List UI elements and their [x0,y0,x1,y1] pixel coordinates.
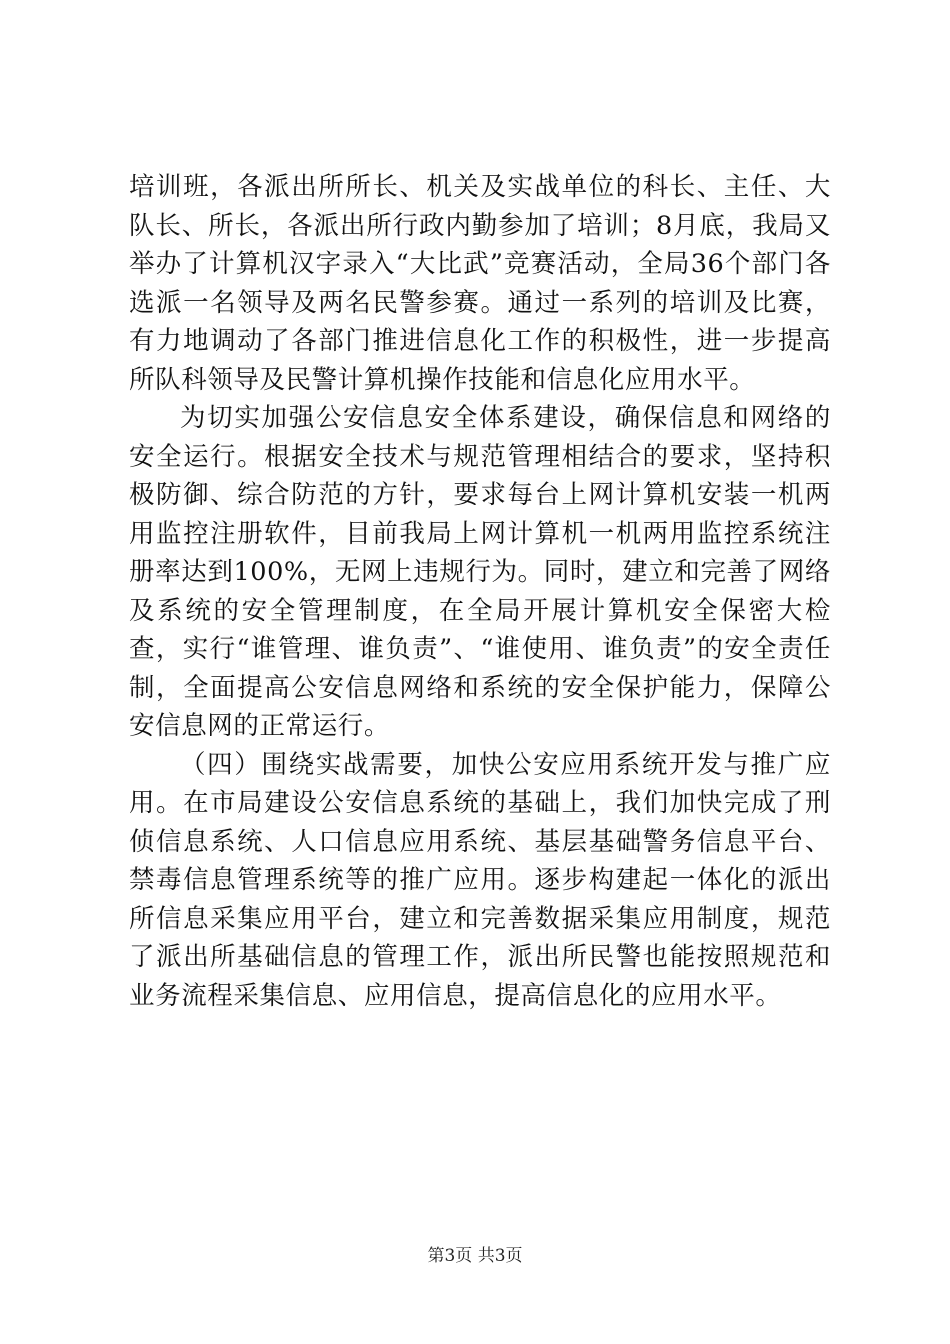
page-number-footer: 第3页 共3页 [427,1246,523,1266]
paragraph-applications: （四）围绕实战需要，加快公安应用系统开发与推广应用。在市局建设公安信息系统的基础上，我们加快完成了刑侦信息系统、人口信息应用系统、基层基础警务信息平台、禁毒信息管理系统等的推广应用。逐步构建起一体化的派出所信息采集应用平台，建立和完善数据采集应用制度，规范了派出所基础信息的管理工作，派出所民警也能按照规范和业务流程采集信息、应用信息，提高信息化的应用水平。 [129,749,831,1011]
document-body [129,168,831,1015]
paragraph-security: 为切实加强公安信息安全体系建设，确保信息和网络的安全运行。根据安全技术与规范管理相结合的要求，坚持积极防御、综合防范的方针，要求每台上网计算机安装一机两用监控注册软件，目前我局上网计算机一机两用监控系统注册率达到100%，无网上违规行为。同时，建立和完善了网络及系统的安全管理制度，在全局开展计算机安全保密大检查，实行“谁管理、谁负责”、“谁使用、谁负责”的安全责任制，全面提高公安信息网络和系统的安全保护能力，保障公安信息网的正常运行。 [129,403,831,741]
paragraph-training: 培训班，各派出所所长、机关及实战单位的科长、主任、大队长、所长，各派出所行政内勤参加了培训；8月底，我局又举办了计算机汉字录入“大比武”竞赛活动，全局36个部门各选派一名领导及两名民警参赛。通过一系列的培训及比赛，有力地调动了各部门推进信息化工作的积极性，进一步提高所队科领导及民警计算机操作技能和信息化应用水平。 [129,172,831,395]
